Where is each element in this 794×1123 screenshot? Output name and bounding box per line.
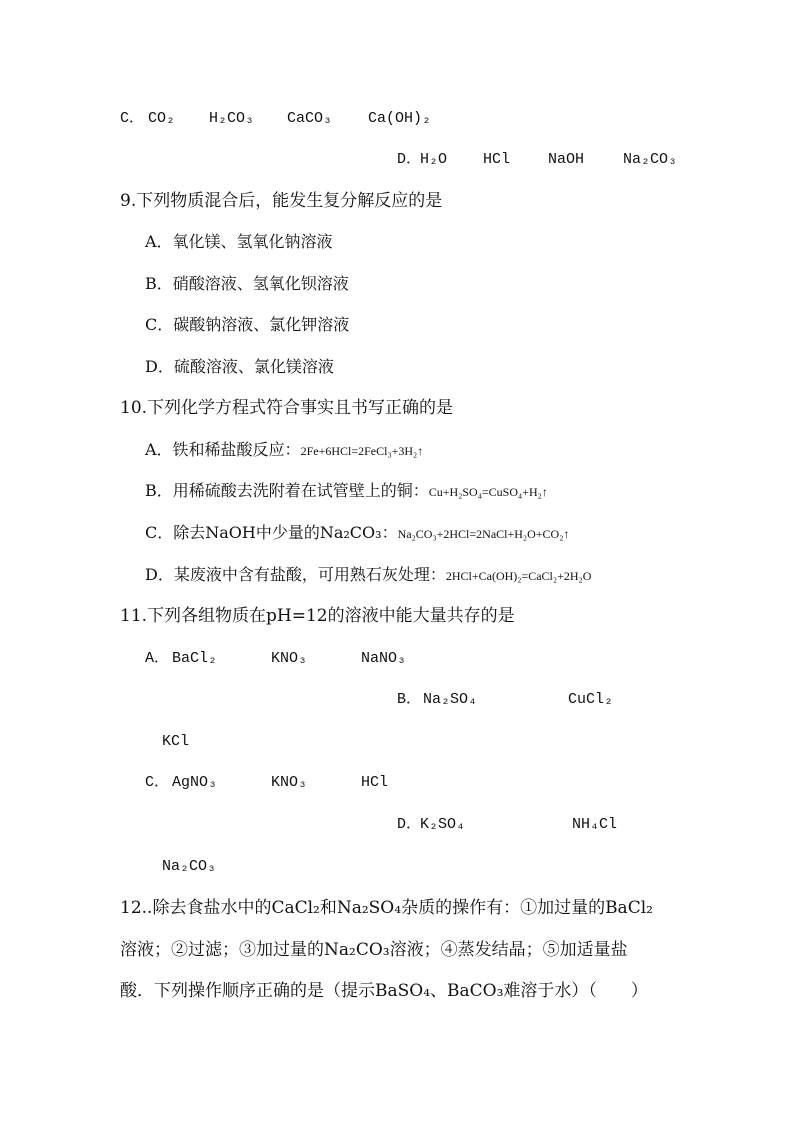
q8-c-item-4: Ca(OH)₂	[368, 110, 432, 127]
q11-d-item-3: Na₂CO₃	[162, 858, 217, 875]
q11-b-label: B．	[397, 691, 422, 708]
q12-line-3: 酸．下列操作顺序正确的是（提示BaSO₄、BaCO₃难溶于水）（ ）	[120, 981, 648, 1001]
q9-option-a: A．氧化镁、氢氧化钠溶液	[145, 232, 333, 251]
q11-a-item-3: NaNO₃	[361, 650, 407, 667]
q10-option-c	[145, 523, 569, 544]
q8-d-item-3: NaOH	[548, 151, 585, 168]
q10-stem: 10.下列化学方程式符合事实且书写正确的是	[120, 398, 454, 418]
option-label: C．	[120, 110, 145, 127]
q8-option-d-label: D．	[397, 151, 422, 168]
q11-d-label: D．	[397, 816, 422, 833]
q8-d-item-1: H₂O	[420, 151, 448, 168]
q11-d-item-1: K₂SO₄	[420, 816, 466, 833]
q9-option-b: B．硝酸溶液、氢氧化钡溶液	[145, 274, 349, 293]
q11-c-item-1: AgNO₃	[172, 774, 218, 791]
q11-b-item-1: Na₂SO₄	[423, 691, 478, 708]
q11-a-item-1: BaCl₂	[172, 650, 218, 667]
q9-stem: 9.下列物质混合后，能发生复分解反应的是	[120, 191, 443, 211]
option-text: A．铁和稀盐酸反应：	[145, 440, 301, 459]
q11-a-label: A．	[145, 650, 170, 667]
equation: Na₂CO₃+2HCl=2NaCl+H₂O+CO₂↑	[397, 527, 570, 541]
q8-option-c	[120, 109, 144, 129]
q11-c-item-2: KNO₃	[271, 774, 308, 791]
option-text: C．除去NaOH中少量的Na₂CO₃：	[145, 523, 398, 542]
q10-option-a	[145, 440, 423, 461]
q12-line-2: 溶液；②过滤；③加过量的Na₂CO₃溶液；④蒸发结晶；⑤加适量盐	[120, 940, 628, 960]
q11-c-label: C．	[145, 774, 170, 791]
equation: 2Fe+6HCl=2FeCl₃+3H₂↑	[300, 444, 424, 458]
q11-b-item-2: CuCl₂	[568, 691, 614, 708]
q11-stem: 11.下列各组物质在pH=12的溶液中能大量共存的是	[120, 606, 515, 626]
q8-d-item-2: HCl	[483, 151, 511, 168]
option-text: D．某废液中含有盐酸，可用熟石灰处理：	[145, 565, 446, 584]
q9-option-c: C．碳酸钠溶液、氯化钾溶液	[145, 315, 350, 334]
q11-b-item-3: KCl	[162, 733, 190, 750]
q8-d-item-4: Na₂CO₃	[623, 151, 678, 168]
q8-c-item-3: CaCO₃	[287, 110, 333, 127]
q8-c-item-1: CO₂	[148, 110, 176, 127]
q12-line-1: 12..除去食盐水中的CaCl₂和Na₂SO₄杂质的操作有：①加过量的BaCl₂	[120, 898, 653, 918]
equation: Cu+H₂SO₄=CuSO₄+H₂↑	[428, 485, 548, 499]
q11-a-item-2: KNO₃	[271, 650, 308, 667]
q10-option-d	[145, 565, 591, 586]
q11-d-item-2: NH₄Cl	[572, 816, 618, 833]
equation: 2HCl+Ca(OH)₂=CaCl₂+2H₂O	[445, 569, 592, 583]
q11-c-item-3: HCl	[361, 774, 389, 791]
q10-option-b	[145, 481, 548, 502]
option-text: B．用稀硫酸去洗附着在试管壁上的铜：	[145, 481, 429, 500]
q9-option-d: D．硫酸溶液、氯化镁溶液	[145, 357, 334, 376]
q8-c-item-2: H₂CO₃	[209, 110, 255, 127]
